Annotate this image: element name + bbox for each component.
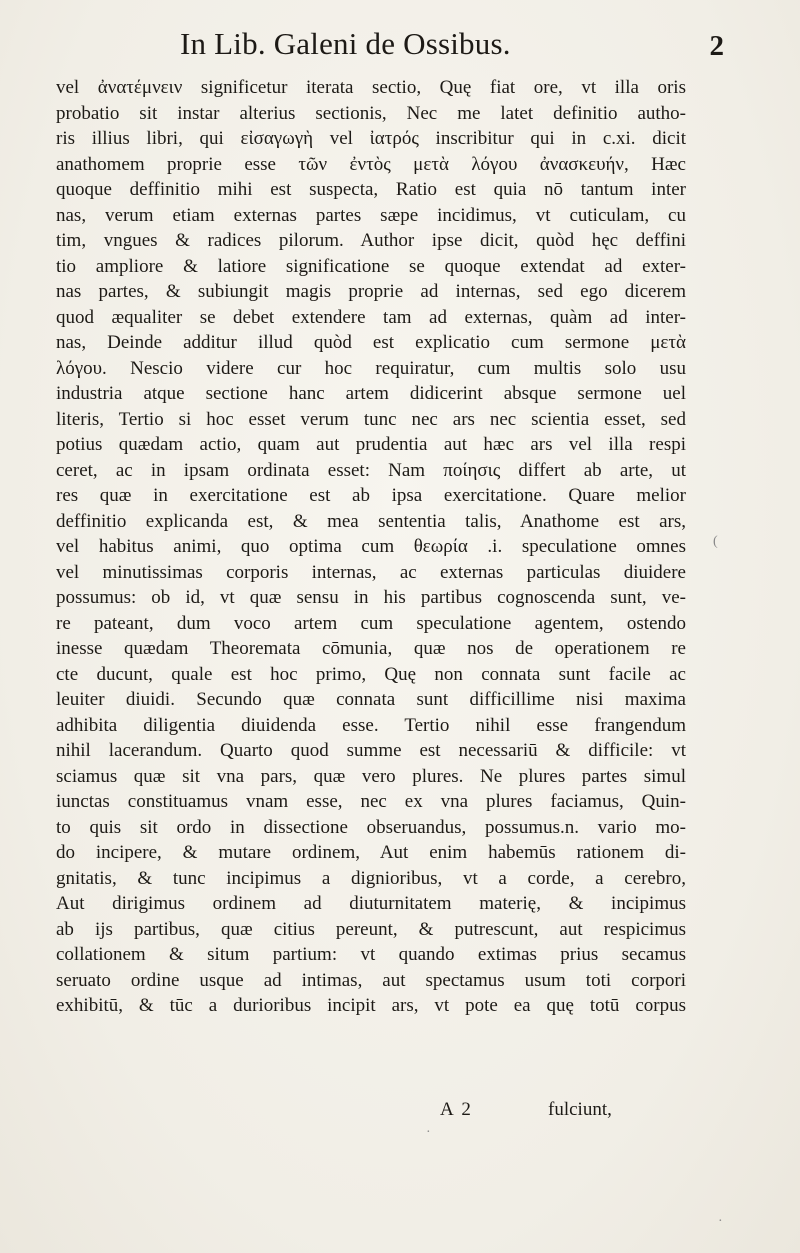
text-line: res quæ in exercitatione est ab ipsa exercitatione. Quare melior	[56, 485, 686, 506]
ink-speck: ·	[426, 1125, 431, 1140]
text-line: iunctas constituamus vnam esse, nec ex vna plures faciamus, Quin-	[56, 791, 686, 812]
ink-speck: ·	[718, 1214, 723, 1229]
text-line: exhibitū, & tūc a durioribus incipit ars, vt pote ea quę totū corpus	[56, 995, 686, 1016]
text-line: gnitatis, & tunc incipimus a dignioribus, vt a corde, a cerebro,	[56, 867, 686, 889]
text-line: inesse quædam Theoremata cōmunia, quæ nos de operationem re	[56, 638, 686, 659]
body-text	[56, 75, 686, 1019]
page-number: 2	[709, 30, 724, 62]
text-line: tim, vngues & radices pilorum. Author ipse dicit, quòd hęc deffini	[56, 230, 686, 251]
text-line: deffinitio explicanda est, & mea sententia talis, Anathome est ars,	[56, 510, 686, 532]
text-line: cte ducunt, quale est hoc primo, Quę non connata sunt facile ac	[56, 663, 686, 685]
text-line: nas, verum etiam externas partes sæpe incidimus, vt cuticulam, cu	[56, 204, 686, 226]
text-line: vel ἀνατέμνειν significetur iterata sectio, Quę fiat ore, vt illa oris	[56, 77, 686, 98]
text-line: industria atque sectione hanc artem didicerint absque sermone uel	[56, 383, 686, 404]
text-line: quod æqualiter se debet extendere tam ad externas, quàm ad inter-	[56, 306, 686, 328]
text-line: vel habitus animi, quo optima cum θεωρία .i. speculatione omnes	[56, 536, 686, 557]
text-line: anathomem proprie esse τῶν ἐντὸς μετὰ λόγου ἀνασκευήν, Hæc	[56, 153, 686, 175]
text-line: tio ampliore & latiore significatione se quoque extendat ad exter-	[56, 255, 686, 277]
text-line: nas, Deinde additur illud quòd est explicatio cum sermone μετὰ	[56, 332, 686, 353]
text-line: λόγου. Nescio videre cur hoc requiratur, cum multis solo usu	[56, 357, 686, 379]
footer	[440, 1099, 690, 1125]
running-head	[80, 24, 724, 68]
text-line: Aut dirigimus ordinem ad diuturnitatem materię, & incipimus	[56, 893, 686, 914]
text-line: potius quædam actio, quam aut prudentia aut hæc ars vel illa respi	[56, 434, 686, 455]
text-line: seruato ordine usque ad intimas, aut spectamus usum toti corpori	[56, 969, 686, 991]
text-line: literis, Tertio si hoc esset verum tunc nec ars nec scientia esset, sed	[56, 408, 686, 430]
text-line: probatio sit instar alterius sectionis, Nec me latet definitio autho-	[56, 102, 686, 124]
text-line: adhibita diligentia diuidenda esse. Tertio nihil esse frangendum	[56, 714, 686, 736]
text-line: do incipere, & mutare ordinem, Aut enim habemūs rationem di-	[56, 842, 686, 863]
text-line: leuiter diuidi. Secundo quæ connata sunt difficillime nisi maxima	[56, 689, 686, 710]
text-line: nas partes, & subiungit magis proprie ad internas, sed ego dicerem	[56, 281, 686, 302]
text-line: nihil lacerandum. Quarto quod summe est necessariū & difficile: vt	[56, 740, 686, 761]
text-line: to quis sit ordo in dissectione obseruandus, possumus.n. vario mo-	[56, 816, 686, 838]
text-line: ceret, ac in ipsam ordinata esset: Nam ποίησις differt ab arte, ut	[56, 459, 686, 481]
text-line: vel minutissimas corporis internas, ac externas particulas diuidere	[56, 561, 686, 583]
margin-bracket-mark: (	[713, 534, 718, 549]
running-title: In Lib. Galeni de Ossibus.	[180, 26, 511, 61]
signature-mark: A 2	[440, 1099, 473, 1120]
catchword: fulciunt,	[548, 1099, 612, 1120]
text-line: sciamus quæ sit vna pars, quæ vero plures. Ne plures partes simul	[56, 765, 686, 787]
text-line: possumus: ob id, vt quæ sensu in his partibus cognoscenda sunt, ve-	[56, 587, 686, 608]
text-line: ris illius libri, qui εἰσαγωγὴ vel ἰατρός inscribitur qui in c.xi. dicit	[56, 128, 686, 149]
text-line: re pateant, dum voco artem cum speculatione agentem, ostendo	[56, 612, 686, 634]
text-line: ab ijs partibus, quæ citius pereunt, & putrescunt, aut respicimus	[56, 918, 686, 940]
text-line: quoque deffinitio mihi est suspecta, Ratio est quia nō tantum inter	[56, 179, 686, 200]
text-line: collationem & situm partium: vt quando extimas prius secamus	[56, 944, 686, 965]
